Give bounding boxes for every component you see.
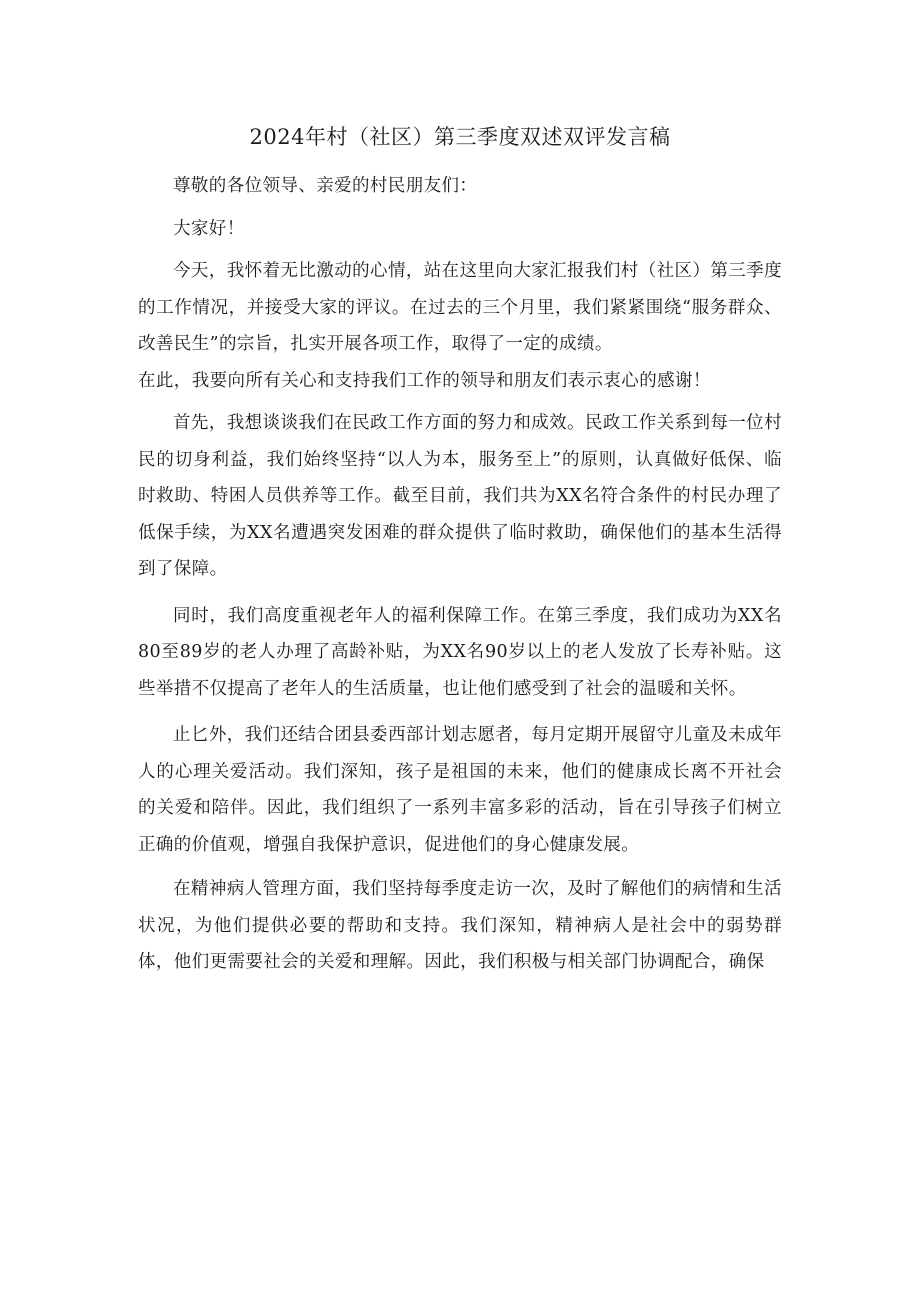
- intro-paragraph: 今天，我怀着无比激动的心情，站在这里向大家汇报我们村（社区）第三季度的工作情况，并接受大家的评议。在过去的三个月里，我们紧紧围绕“服务群众、改善民生”的宗旨，扎实开展各项工作，取得了一定的成绩。: [138, 261, 782, 354]
- thanks-paragraph: 在此，我要向所有关心和支持我们工作的领导和朋友们表示衷心的感谢！: [138, 370, 711, 391]
- document-body: [138, 168, 782, 981]
- greeting-paragraph: 大家好！: [173, 218, 245, 239]
- civil-affairs-paragraph: 首先，我想谈谈我们在民政工作方面的努力和成效。民政工作关系到每一位村民的切身利益，我们始终坚持“以人为本，服务至上”的原则，认真做好低保、临时救助、特困人员供养等工作。截至目前，我们共为XX名符合条件的村民办理了低保手续，为XX名遭遇突发困难的群众提供了临时救助，确保他们的基本生活得到了保障。: [138, 413, 782, 579]
- salutation-paragraph: 尊敬的各位领导、亲爱的村民朋友们：: [173, 176, 478, 196]
- mental-health-paragraph: 在精神病人管理方面，我们坚持每季度走访一次，及时了解他们的病情和生活状况，为他们提供必要的帮助和支持。我们深知，精神病人是社会中的弱势群体，他们更需要社会的关爱和理解。因此，我们积极与相关部门协调配合，确保: [138, 879, 782, 972]
- document-title: 2024年村（社区）第三季度双述双评发言稿: [249, 125, 671, 149]
- elderly-welfare-paragraph: 同时，我们高度重视老年人的福利保障工作。在第三季度，我们成功为XX名80至89岁的老人办理了高龄补贴，为XX名90岁以上的老人发放了长寿补贴。这些举措不仅提高了老年人的生活质量，也让他们感受到了社会的温暖和关怀。: [138, 605, 782, 699]
- children-care-paragraph: 止匕外，我们还结合团县委西部计划志愿者，每月定期开展留守儿童及未成年人的心理关爱活动。我们深知，孩子是祖国的未来，他们的健康成长离不开社会的关爱和陪伴。因此，我们组织了一系列丰富多彩的活动，旨在引导孩子们树立正确的价值观，增强自我保护意识，促进他们的身心健康发展。: [138, 725, 782, 855]
